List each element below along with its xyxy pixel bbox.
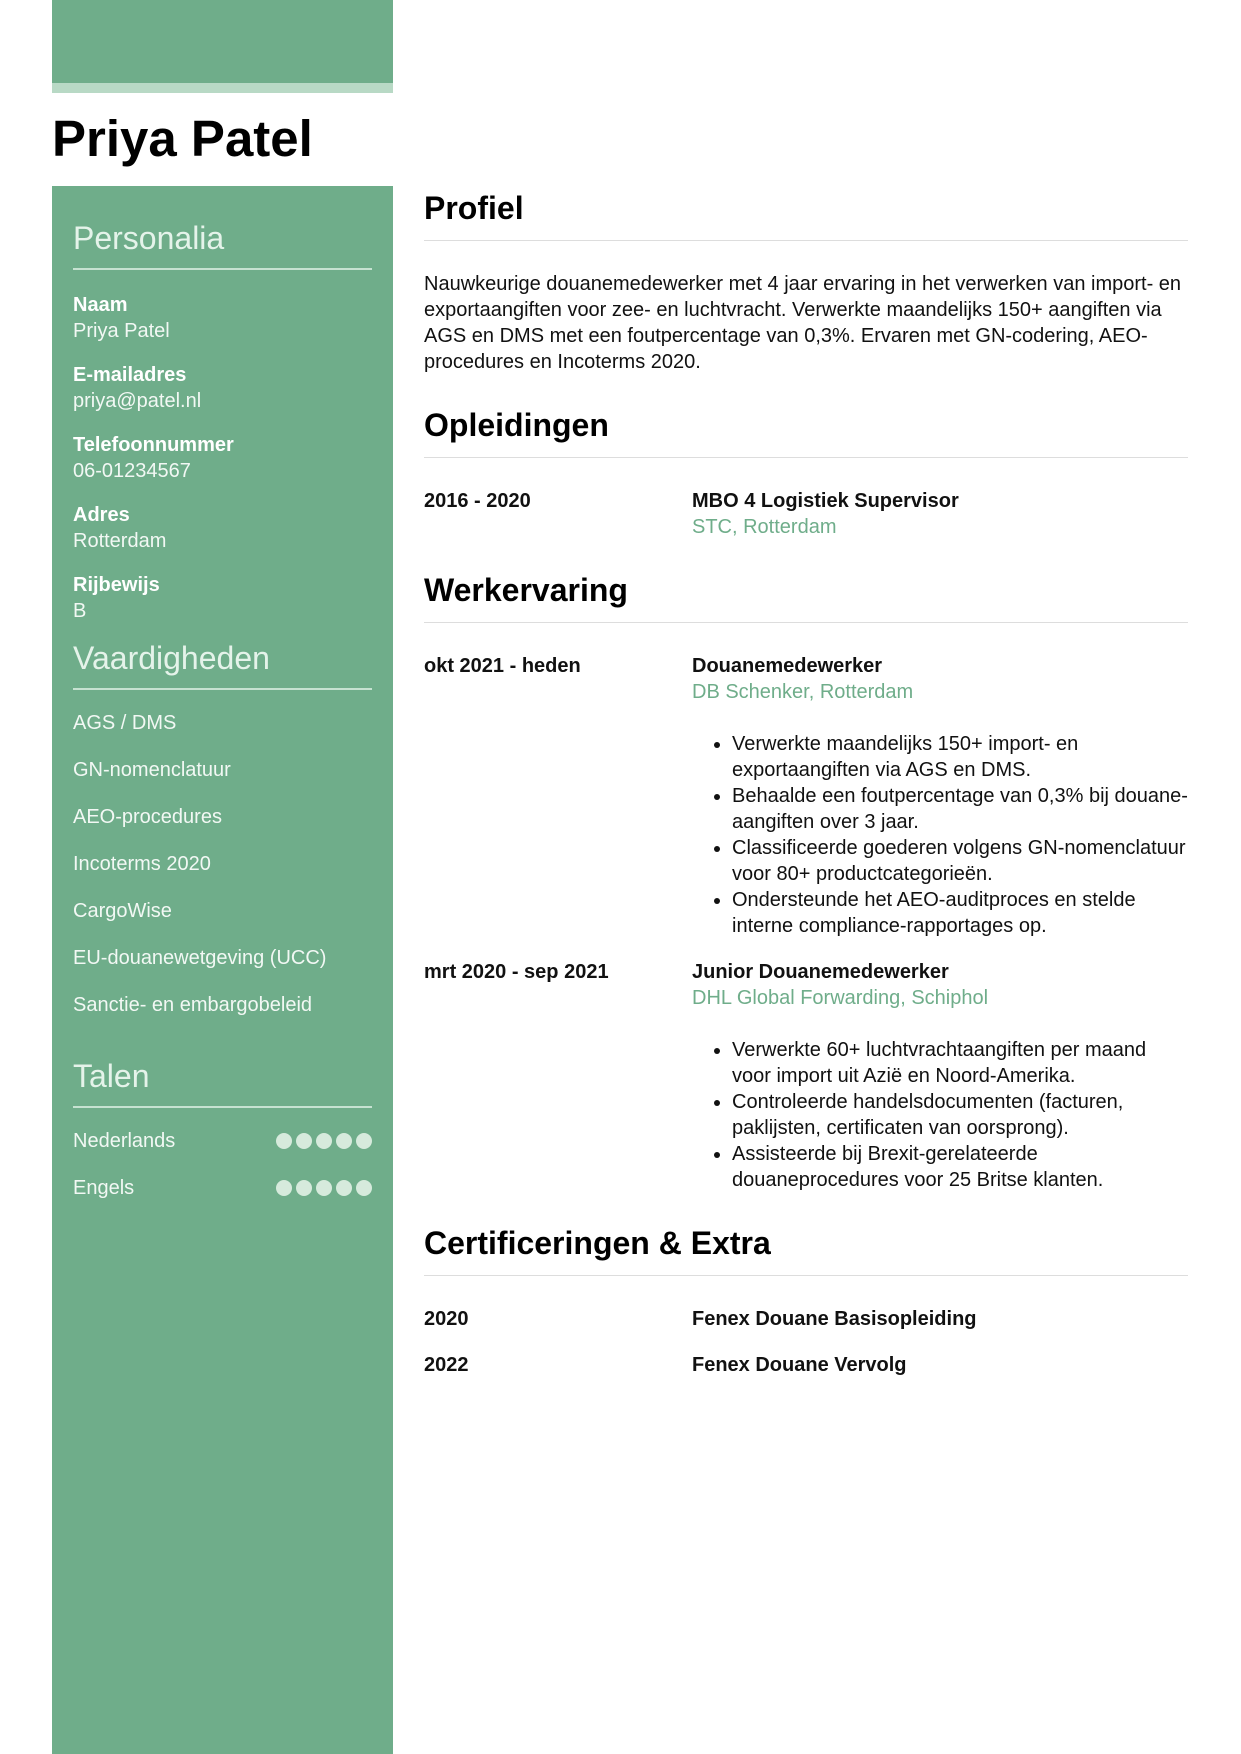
personal-item-license bbox=[73, 572, 372, 624]
skill-item: GN-nomenclatuur bbox=[73, 759, 231, 781]
candidate-name: Priya Patel bbox=[52, 110, 313, 167]
language-name: Engels bbox=[73, 1177, 135, 1199]
language-level-dots bbox=[276, 1128, 372, 1149]
skills-heading: Vaardigheden bbox=[73, 636, 372, 690]
entry-body bbox=[692, 488, 1188, 540]
personal-value: Rotterdam bbox=[73, 530, 167, 552]
level-dot bbox=[276, 1133, 292, 1149]
level-dot bbox=[336, 1180, 352, 1196]
entry-place: DB Schenker, Rotterdam bbox=[692, 681, 914, 703]
level-dot bbox=[316, 1180, 332, 1196]
level-dot bbox=[336, 1133, 352, 1149]
personal-value: priya@patel.nl bbox=[73, 390, 202, 412]
certification-title: Fenex Douane Vervolg bbox=[692, 1354, 907, 1376]
certification-year: 2020 bbox=[424, 1308, 469, 1330]
bullet-item: • Verwerkte maandelijks 150+ import- en exportaangiften via AGS en DMS. bbox=[732, 731, 1188, 783]
languages-section bbox=[73, 1054, 372, 1222]
personal-value: 06-01234567 bbox=[73, 460, 191, 482]
level-dot bbox=[356, 1133, 372, 1149]
personal-label: E-mailadres bbox=[73, 364, 187, 386]
personal-heading: Personalia bbox=[73, 216, 372, 270]
language-item bbox=[73, 1175, 372, 1222]
entry-body bbox=[692, 959, 1188, 1193]
sidebar bbox=[52, 186, 393, 1754]
section-spacer bbox=[424, 540, 1188, 568]
profile-section bbox=[424, 186, 1188, 375]
header-color-band bbox=[52, 0, 393, 83]
section-spacer bbox=[424, 1193, 1188, 1221]
entry-place: DHL Global Forwarding, Schiphol bbox=[692, 987, 989, 1009]
level-dot bbox=[316, 1133, 332, 1149]
skill-item: Incoterms 2020 bbox=[73, 853, 211, 875]
bullet-item: • Verwerkte 60+ luchtvrachtaangiften per maand voor import uit Azië en Noord-Amerika. bbox=[732, 1037, 1188, 1089]
personal-item-name bbox=[73, 292, 372, 344]
entry-period: 2016 - 2020 bbox=[424, 490, 531, 512]
personal-label: Adres bbox=[73, 504, 130, 526]
skills-section bbox=[73, 636, 372, 1054]
language-name: Nederlands bbox=[73, 1130, 176, 1152]
personal-item-email bbox=[73, 362, 372, 414]
education-heading: Opleidingen bbox=[424, 403, 1188, 458]
personal-item-address bbox=[73, 502, 372, 554]
languages-list bbox=[73, 1108, 372, 1222]
experience-entry bbox=[424, 623, 1188, 939]
experience-entry bbox=[424, 939, 1188, 1193]
entry-period: mrt 2020 - sep 2021 bbox=[424, 961, 609, 983]
entry-title: MBO 4 Logistiek Supervisor bbox=[692, 490, 959, 512]
level-dot bbox=[276, 1180, 292, 1196]
bullet-item: • Behaalde een foutpercentage van 0,3% bij douane-aangiften over 3 jaar. bbox=[732, 783, 1188, 835]
entry-title: Douanemedewerker bbox=[692, 655, 883, 677]
skill-item: Sanctie- en embargobeleid bbox=[73, 994, 313, 1016]
certification-entry bbox=[424, 1276, 1188, 1332]
bullet-item: • Controleerde handelsdocumenten (facturen, paklijsten, certificaten van oorsprong). bbox=[732, 1089, 1188, 1141]
personal-value: Priya Patel bbox=[73, 320, 170, 342]
entry-bullets bbox=[692, 1037, 1188, 1193]
personal-label: Telefoonnummer bbox=[73, 434, 234, 456]
personal-list bbox=[73, 270, 372, 636]
skill-item: AGS / DMS bbox=[73, 712, 177, 734]
skills-list bbox=[73, 690, 372, 1054]
bullet-item: • Ondersteunde het AEO-auditproces en stelde interne compliance-rapportages op. bbox=[732, 887, 1188, 939]
personal-label: Naam bbox=[73, 294, 128, 316]
skill-item: EU-douanewetgeving (UCC) bbox=[73, 947, 327, 969]
certifications-section bbox=[424, 1221, 1188, 1378]
main-content bbox=[424, 186, 1188, 1378]
entry-title: Junior Douanemedewerker bbox=[692, 961, 949, 983]
level-dot bbox=[356, 1180, 372, 1196]
experience-heading: Werkervaring bbox=[424, 568, 1188, 623]
language-level-dots bbox=[276, 1175, 372, 1196]
education-entry bbox=[424, 458, 1188, 540]
entry-bullets bbox=[692, 731, 1188, 939]
skill-item: CargoWise bbox=[73, 900, 172, 922]
level-dot bbox=[296, 1133, 312, 1149]
entry-place: STC, Rotterdam bbox=[692, 516, 837, 538]
certification-title: Fenex Douane Basisopleiding bbox=[692, 1308, 977, 1330]
bullet-item: • Assisteerde bij Brexit-gerelateerde douaneprocedures voor 25 Britse klanten. bbox=[732, 1141, 1188, 1193]
certification-entry bbox=[424, 1332, 1188, 1378]
personal-item-phone bbox=[73, 432, 372, 484]
experience-section bbox=[424, 568, 1188, 1221]
profile-heading: Profiel bbox=[424, 186, 1188, 241]
language-item bbox=[73, 1128, 372, 1175]
personal-label: Rijbewijs bbox=[73, 574, 160, 596]
header-accent-stripe bbox=[52, 83, 393, 93]
certifications-heading: Certificeringen & Extra bbox=[424, 1221, 1188, 1276]
languages-heading: Talen bbox=[73, 1054, 372, 1108]
certification-year: 2022 bbox=[424, 1354, 469, 1376]
level-dot bbox=[296, 1180, 312, 1196]
education-section bbox=[424, 403, 1188, 568]
entry-body bbox=[692, 653, 1188, 939]
profile-text: Nauwkeurige douanemedewerker met 4 jaar ervaring in het verwerken van import- en exportaangiften voor zee- en luchtvracht. Verwerkte maandelijks 150+ aangiften via AGS en DMS met een foutpercentage van 0,3%. Ervaren met GN-codering, AEO-procedures en Incoterms 2020. bbox=[424, 273, 1182, 373]
personal-value: B bbox=[73, 600, 87, 622]
bullet-item: • Classificeerde goederen volgens GN-nomenclatuur voor 80+ productcategorieën. bbox=[732, 835, 1188, 887]
skill-item: AEO-procedures bbox=[73, 806, 222, 828]
personal-section bbox=[73, 216, 372, 636]
entry-period: okt 2021 - heden bbox=[424, 655, 581, 677]
